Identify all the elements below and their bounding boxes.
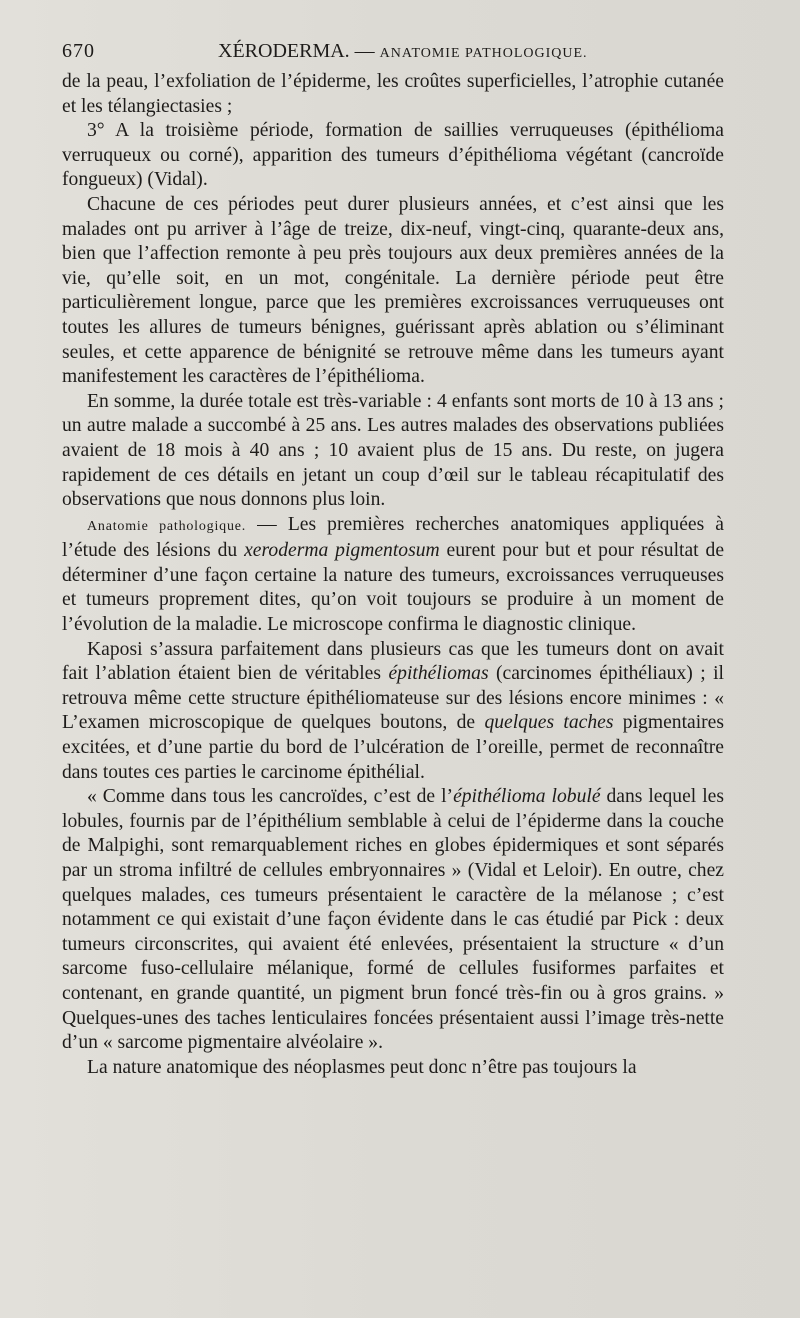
running-title xyxy=(218,40,588,63)
section-heading: Anatomie pathologique. xyxy=(87,518,247,534)
running-title-section: ANATOMIE PATHOLOGIQUE. xyxy=(379,46,588,61)
paragraph-continuation: de la peau, l’exfoliation de l’épiderme, les croûtes superficielles, l’atrophie cutanée et les télangiectasies ; xyxy=(62,71,724,117)
page-number: 670 xyxy=(62,40,95,62)
paragraph-total-duration: En somme, la durée totale est très-variable : 4 enfants sont morts de 10 à 13 ans ; un autre malade a succombé à 25 ans. Les autres malades des observations publiées avaient de 18 mois à 40 ans ; 10 avaient plus de 15 ans. Du reste, on jugera rapidement de ces détails en jetant un coup d’œil sur le tableau récapitulatif des observations que nous donnons plus loin. xyxy=(62,390,724,511)
paragraph-kaposi xyxy=(62,638,724,786)
paragraph-kaposi-italic-2: quelques taches xyxy=(484,712,614,734)
paragraph-kaposi-pre: Kaposi s’assura parfaitement dans plusieurs cas que les tumeurs dont on avait fait l’ablation étaient bien de véritables xyxy=(62,638,724,685)
paragraph-anatomie-post: eurent pour but et pour résultat de déterminer d’une façon certaine la nature des tumeurs, excroissances verruqueuses et tumeurs proprement dites, qu’on voit toujours se produire à un moment de l’évolution de la maladie. Le microscope confirma le diagnostic clinique. xyxy=(62,540,725,636)
paragraph-third-period: 3° A la troisième période, formation de saillies verruqueuses (épithélioma verruqueux ou corné), apparition des tumeurs d’épithélioma végétant (cancroïde fongueux) (Vidal). xyxy=(62,120,724,191)
paragraph-cancroides-italic: épithélioma lobulé xyxy=(453,786,601,808)
paragraph-kaposi-post: pigmentaires excitées, et d’une partie du bord de l’ulcération de l’oreille, permet de reconnaître dans toutes ces parties le carcinome épithélial. xyxy=(62,712,725,783)
paragraph-kaposi-italic-1: épithéliomas xyxy=(388,663,489,685)
paragraph-kaposi-mid: (carcinomes épithéliaux) ; il retrouva même cette structure épithéliomateuse sur des lésions encore minimes : « L’examen microscopique de quelques boutons, de xyxy=(62,663,724,734)
paragraph-final-line: La nature anatomique des néoplasmes peut donc n’être pas toujours la xyxy=(87,1056,637,1078)
running-header xyxy=(62,40,732,70)
paragraph-cancroides xyxy=(62,785,724,1056)
paragraph-cancroides-pre: « Comme dans tous les cancroïdes, c’est de l’ xyxy=(87,786,454,808)
paragraph-anatomie xyxy=(62,513,724,638)
paragraph-anatomie-italic: xeroderma pigmentosum xyxy=(244,540,440,562)
paragraph-cancroides-post: dans lequel les lobules, fournis par de l’épithélium semblable à celui de l’épiderme dans la couche de Malpighi, sont remarquablement riches en globes épidermiques et sont séparés par un stroma infiltré de cellules embryonnaires » (Vidal et Leloir). En outre, chez quelques malades, ces tumeurs présentaient le caractère de la mélanose ; c’est notamment ce qui existait d’une façon évidente dans le cas étudié par Pick : deux tumeurs circonscrites, qui avaient été enlevées, présentaient la structure « d’un sarcome fuso-cellulaire mélanique, formé de cellules fusiformes parfaites et contenant, en grande quantité, un pigment brun foncé très-fin ou à gros grains. » Quelques-unes des taches lenticulaires foncées présentaient aussi l’image très-nette d’un « sarcome pigmentaire alvéolaire ». xyxy=(62,786,724,1054)
body-text xyxy=(62,70,724,1080)
running-title-main: XÉRODERMA. xyxy=(218,40,350,62)
running-title-dash: — xyxy=(349,40,380,62)
paragraph-periods-duration: Chacune de ces périodes peut durer plusieurs années, et c’est ainsi que les malades ont pu arriver à l’âge de treize, dix-neuf, vingt-cinq, quarante-deux ans, bien que l’affection remonte à peu près toujours aux deux premières années de la vie, qu’elle soit, en un mot, congénitale. La dernière période peut être particulièrement longue, parce que les premières excroissances verruqueuses ont toutes les allures de tumeurs bénignes, guérissant après ablation ou s’éliminant seules, et cette apparence de bénignité se retrouve même dans les tumeurs ayant manifestement les caractères de l’épithélioma. xyxy=(62,193,724,388)
paragraph-anatomie-pre: — Les premières recherches anatomiques appliquées à l’étude des lésions du xyxy=(62,513,724,562)
